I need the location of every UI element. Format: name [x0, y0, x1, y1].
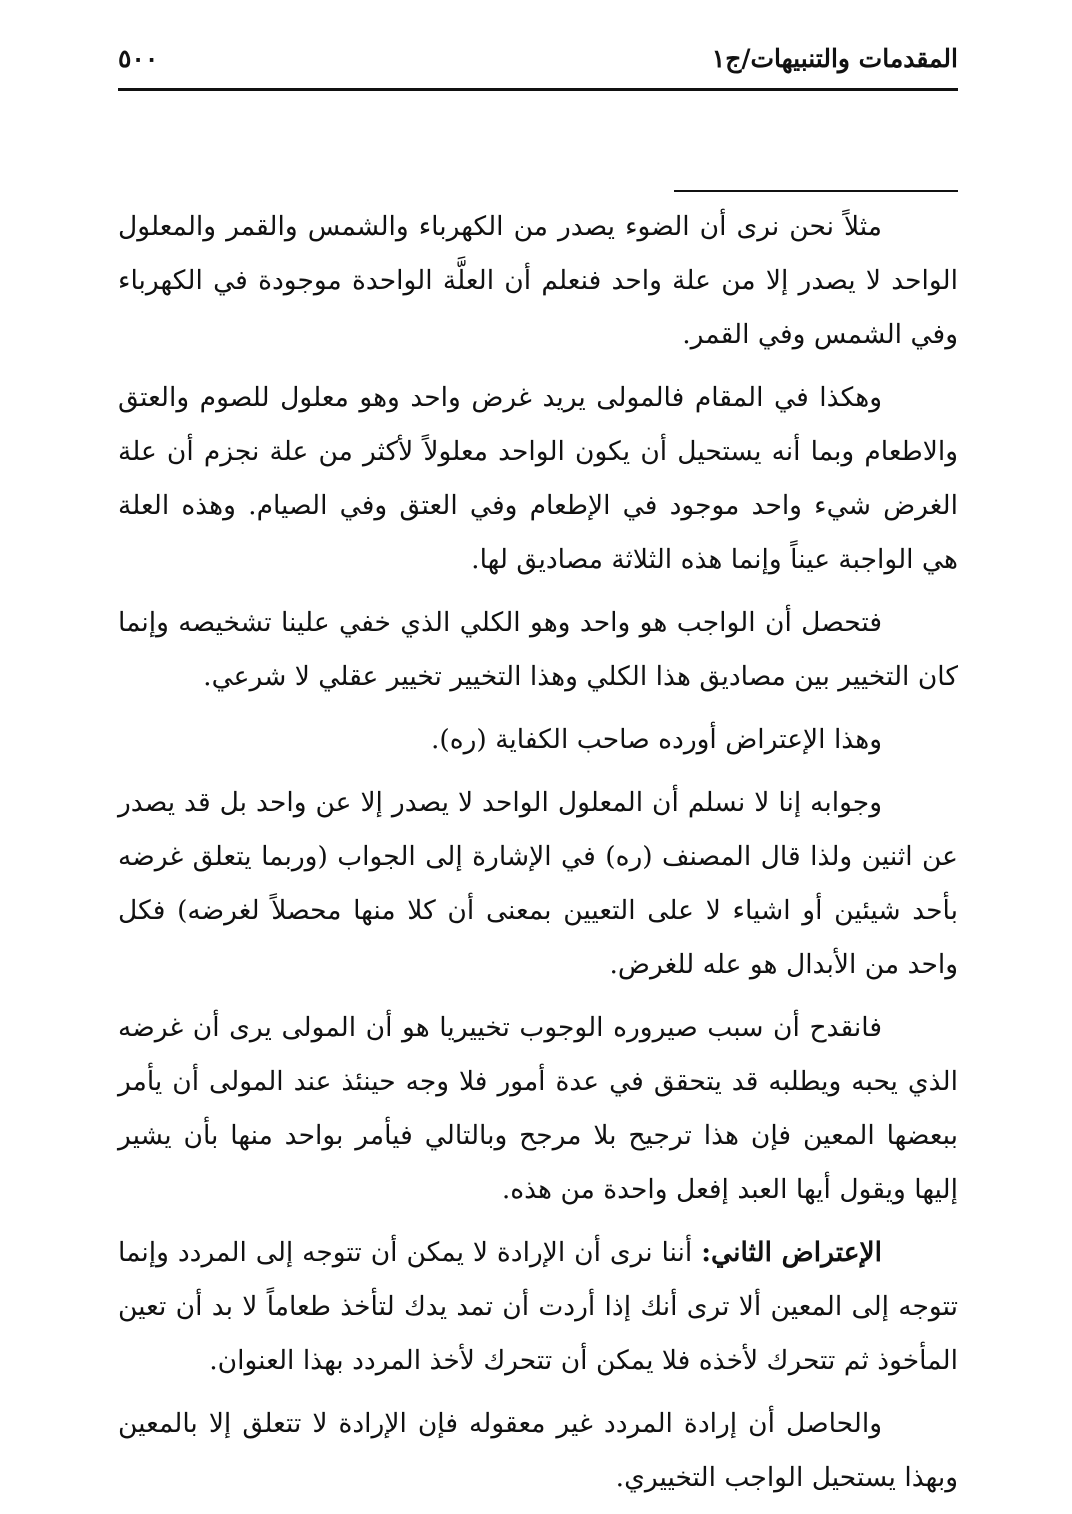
- objection-heading: الإعتراض الثاني:: [701, 1237, 882, 1268]
- paragraph: فتحصل أن الواجب هو واحد وهو الكلي الذي خفي علينا تشخيصه وإنما كان التخيير بين مصاديق هذا الكلي وهذا التخيير تخيير عقلي لا شرعي.: [118, 607, 958, 692]
- page-header: [118, 38, 958, 91]
- paragraph: وهذا الإعتراض أورده صاحب الكفاية (ره).: [430, 724, 882, 755]
- page-number: ٥٠٠: [118, 44, 159, 73]
- paragraph-text: أننا نرى أن الإرادة لا يمكن أن تتوجه إلى المردد وإنما تتوجه إلى المعين ألا ترى أنك إذا أردت أن تمد يدك لتأخذ طعاماً لا بد أن تعين المأخوذ ثم تتحرك لأخذه فلا يمكن أن تتحرك لأخذ المردد بهذا العنوان.: [118, 1237, 958, 1376]
- paragraph: والحاصل أن إرادة المردد غير معقوله فإن الإرادة لا تتعلق إلا بالمعين وبهذا يستحيل الواجب التخييري.: [118, 1408, 958, 1493]
- paragraph: وهكذا في المقام فالمولى يريد غرض واحد وهو معلول للصوم والعتق والاطعام وبما أنه يستحيل أن يكون الواحد معلولاً لأكثر من علة نجزم أن علة الغرض شيء واحد موجود في الإطعام وفي العتق وفي الصيام. وهذه العلة هي الواجبة عيناً وإنما هذه الثلاثة مصاديق لها.: [118, 382, 958, 575]
- footnote-body: [118, 200, 958, 1514]
- running-title: المقدمات والتنبيهات/ج١: [711, 44, 958, 73]
- paragraph: [118, 1226, 958, 1388]
- paragraph: فانقدح أن سبب صيروره الوجوب تخييريا هو أن المولى يرى أن غرضه الذي يحبه ويطلبه قد يتحقق في عدة أمور فلا وجه حينئذ عند المولى أن يأمر ببعضها المعين فإن هذا ترجيح بلا مرجح وبالتالي فيأمر بواحد منها بأن يشير إليها ويقول أيها العبد إفعل واحدة من هذه.: [118, 1012, 958, 1205]
- paragraph: مثلاً نحن نرى أن الضوء يصدر من الكهرباء والشمس والقمر والمعلول الواحد لا يصدر إلا من علة واحد فنعلم أن العلَّة الواحدة موجودة في الكهرباء وفي الشمس وفي القمر.: [118, 211, 958, 350]
- footnote-separator: [674, 190, 958, 192]
- paragraph: وجوابه إنا لا نسلم أن المعلول الواحد لا يصدر إلا عن واحد بل قد يصدر عن اثنين ولذا قال المصنف (ره) في الإشارة إلى الجواب (وربما يتعلق غرضه بأحد شيئين أو اشياء لا على التعيين بمعنى أن كلا منها محصلاً لغرضه) فكل واحد من الأبدال هو عله للغرض.: [118, 787, 958, 980]
